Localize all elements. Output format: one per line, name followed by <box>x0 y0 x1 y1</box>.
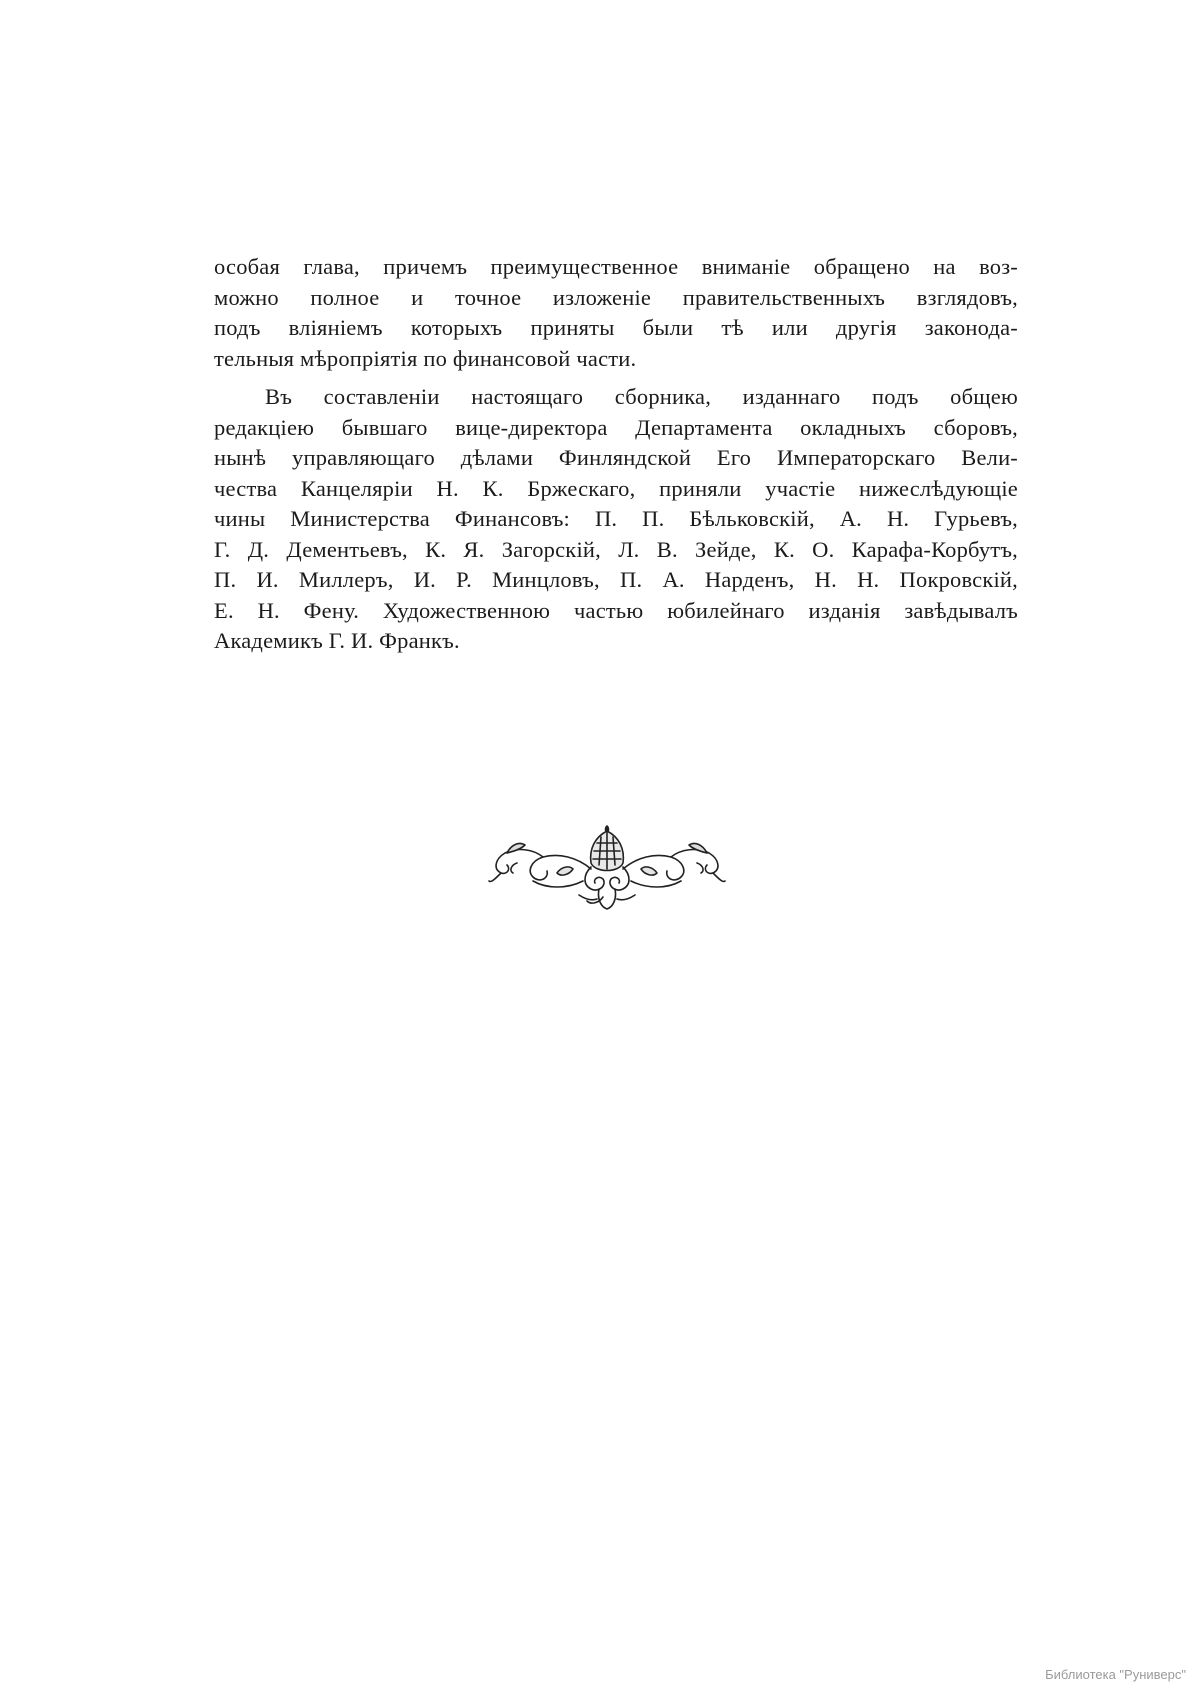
text-line: редакціею бывшаго вице-директора Департамента окладныхъ сборовъ, <box>214 414 1018 440</box>
text-line: Академикъ Г. И. Франкъ. <box>214 628 460 653</box>
paragraph-spacer <box>214 374 1018 382</box>
text-line: нынѣ управляющаго дѣлами Финляндской Его Императорскаго Вели- <box>214 445 1018 470</box>
text-line: П. И. Миллеръ, И. Р. Минцловъ, П. А. Нарденъ, Н. Н. Покровскій, <box>214 567 1018 592</box>
paragraph-2 <box>214 382 1018 657</box>
library-watermark: Библиотека "Руниверс" <box>1045 1667 1186 1682</box>
text-line: Е. Н. Фену. Художественною частью юбилейнаго изданія завѣдывалъ <box>214 597 1018 623</box>
text-line: Г. Д. Дементьевъ, К. Я. Загорскій, Л. В. Зейде, К. О. Карафа-Корбутъ, <box>214 536 1018 562</box>
text-line: тельныя мѣропріятія по финансовой части. <box>214 345 637 371</box>
text-line: подъ вліяніемъ которыхъ приняты были тѣ или другія законода- <box>214 315 1018 340</box>
text-line: Въ составленіи настоящаго сборника, изданнаго подъ общею <box>265 384 1018 409</box>
text-line: чества Канцеляріи Н. К. Бржескаго, приняли участіе нижеслѣдующіе <box>214 475 1018 501</box>
floral-vignette-icon <box>487 823 727 915</box>
paragraph-1 <box>214 252 1018 374</box>
text-line: чины Министерства Финансовъ: П. П. Бѣльковскій, А. Н. Гурьевъ, <box>214 506 1018 531</box>
text-line: можно полное и точное изложеніе правительственныхъ взглядовъ, <box>214 284 1018 310</box>
text-line: особая глава, причемъ преимущественное вниманіе обращено на воз- <box>214 254 1018 279</box>
body-text <box>214 252 1018 657</box>
